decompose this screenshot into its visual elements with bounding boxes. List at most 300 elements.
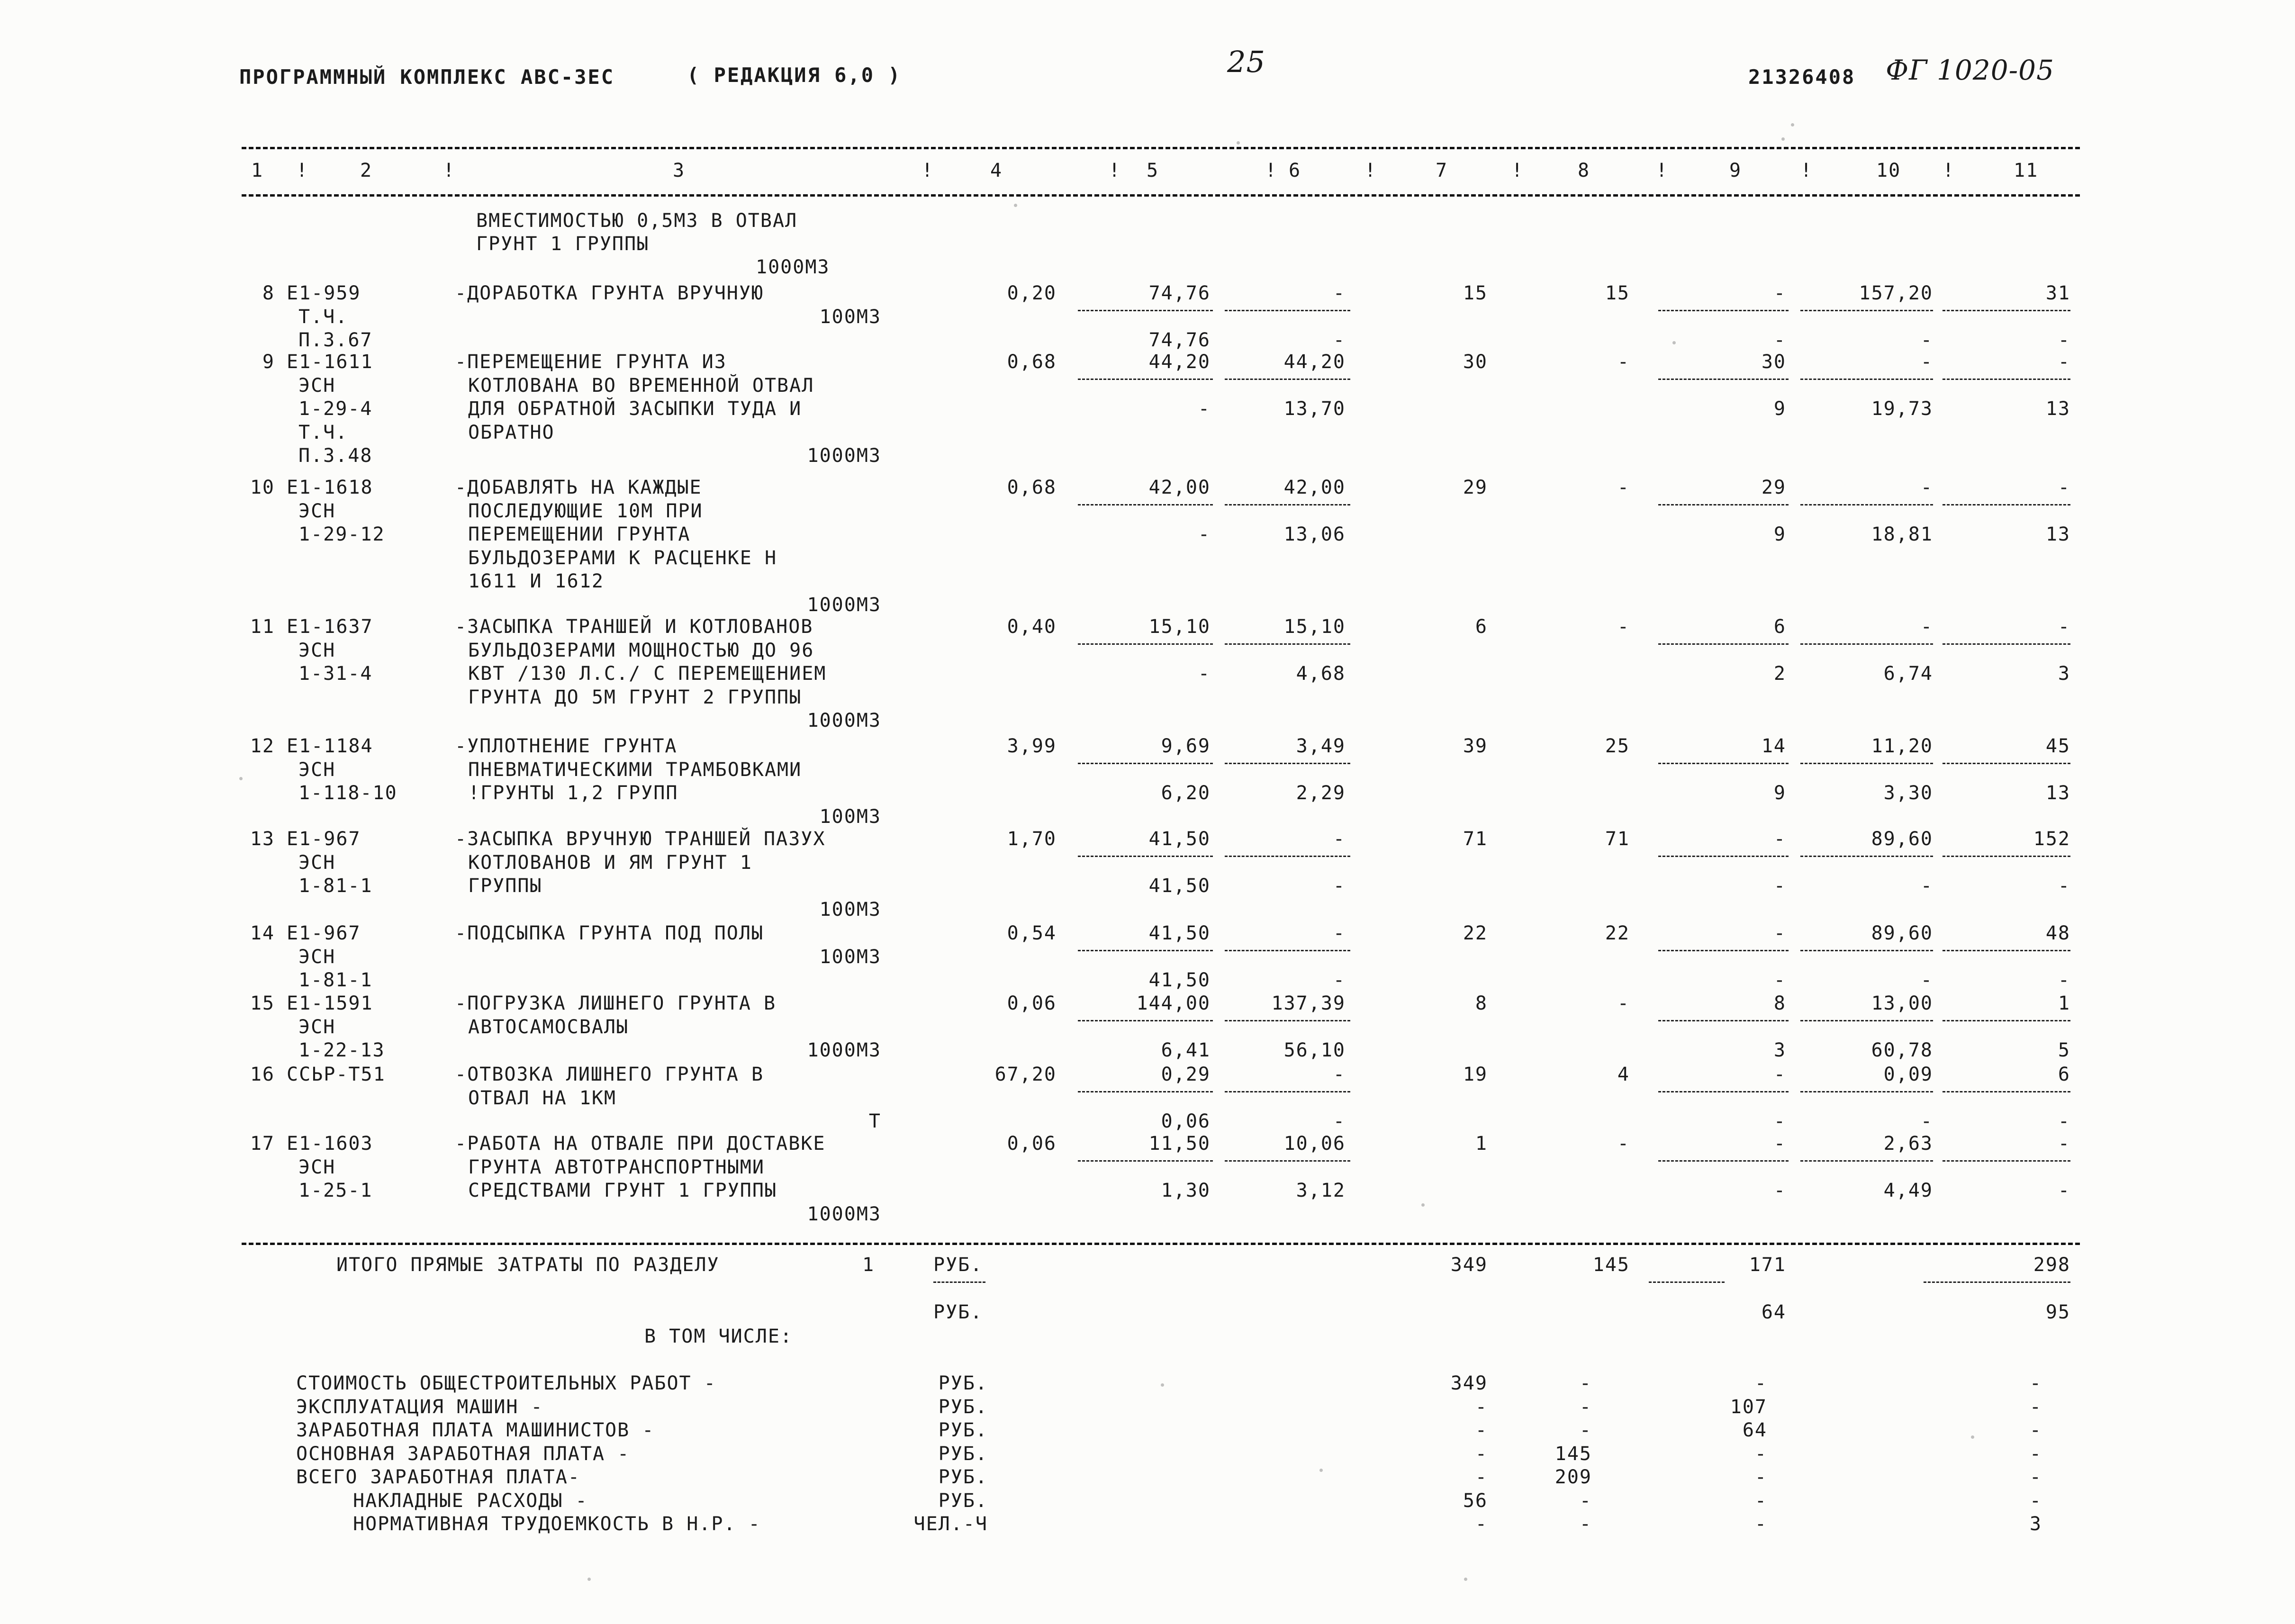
row-code: Т.Ч. <box>298 306 348 328</box>
row-code: ЭСН <box>298 851 336 874</box>
breakdown-c8: - <box>1579 1396 1592 1418</box>
row-unit: 1000МЗ <box>807 445 881 467</box>
header-bottom-rule <box>242 194 2080 197</box>
row-code: Е1-959 <box>287 282 361 304</box>
row-code: Е1-1611 <box>287 351 373 373</box>
column-separator: ! <box>1265 160 1278 181</box>
cell-c9-second: 9 <box>1773 398 1786 420</box>
cell-c10-second: - <box>1920 1110 1933 1132</box>
cell-c8: 4 <box>1617 1064 1630 1085</box>
cell-c6: - <box>1333 282 1346 304</box>
cell-divider <box>1225 379 1350 380</box>
total-divider <box>1649 1281 1725 1283</box>
cell-c6: 42,00 <box>1283 477 1346 498</box>
cell-c6: 10,06 <box>1283 1133 1346 1155</box>
row-description: -ПОДСЫПКА ГРУНТА ПОД ПОЛЫ <box>455 922 764 944</box>
cell-c4: 1,70 <box>1007 828 1057 850</box>
cell-c11: 48 <box>2045 922 2070 944</box>
cell-c5-second: - <box>1198 663 1211 685</box>
cell-c5: 41,50 <box>1148 828 1211 850</box>
row-code: ЭСН <box>298 758 336 781</box>
breakdown-c11: - <box>2029 1419 2042 1441</box>
cell-c9-second: 2 <box>1773 663 1786 685</box>
intro-unit: 1000МЗ <box>756 256 830 278</box>
handwritten-stamp: ФГ 1020-05 <box>1886 54 2054 86</box>
cell-c9: - <box>1773 1133 1786 1155</box>
cell-c5: 44,20 <box>1148 351 1211 373</box>
row-description: СРЕДСТВАМИ ГРУНТ 1 ГРУППЫ <box>468 1180 777 1201</box>
total-section: 1 <box>862 1254 875 1276</box>
cell-c5-second: 6,20 <box>1161 782 1211 804</box>
row-description: ПНЕВМАТИЧЕСКИМИ ТРАМБОВКАМИ <box>468 758 802 781</box>
cell-divider <box>1078 763 1213 764</box>
breakdown-c11: - <box>2029 1372 2042 1394</box>
scan-speck <box>1421 1203 1425 1207</box>
total-c9-second: 64 <box>1761 1301 1786 1323</box>
row-description: -ДОБАВЛЯТЬ НА КАЖДЫЕ <box>455 477 702 498</box>
row-unit: 100МЗ <box>819 946 881 968</box>
row-description: БУЛЬДОЗЕРАМИ К РАСЦЕНКЕ Н <box>468 547 777 569</box>
column-header-6: 6 <box>1289 160 1301 181</box>
cell-c4: 0,68 <box>1007 351 1057 373</box>
cell-divider <box>1658 856 1789 857</box>
cell-divider <box>1658 1020 1789 1021</box>
row-description: ДЛЯ ОБРАТНОЙ ЗАСЫПКИ ТУДА И <box>468 398 802 420</box>
cell-divider <box>1943 504 2070 505</box>
column-separator: ! <box>1364 160 1377 181</box>
total-c8: 145 <box>1592 1254 1630 1276</box>
breakdown-c9: 107 <box>1730 1396 1767 1418</box>
cell-c6-second: 56,10 <box>1283 1039 1346 1061</box>
cell-c8: - <box>1617 616 1630 638</box>
cell-c4: 0,54 <box>1007 922 1057 944</box>
cell-c11: 6 <box>2058 1064 2070 1085</box>
row-unit: 1000МЗ <box>807 710 881 731</box>
breakdown-label: СТОИМОСТЬ ОБЩЕСТРОИТЕЛЬНЫХ РАБОТ - <box>296 1372 716 1394</box>
cell-c5-second: 74,76 <box>1148 329 1211 351</box>
breakdown-c11: - <box>2029 1443 2042 1465</box>
cell-c4: 0,06 <box>1007 992 1057 1014</box>
cell-c8: - <box>1617 1133 1630 1155</box>
cell-c4: 0,06 <box>1007 1133 1057 1155</box>
cell-divider <box>1800 1160 1933 1162</box>
cell-c6-second: 13,70 <box>1283 398 1346 420</box>
cell-c6: 3,49 <box>1296 735 1346 757</box>
row-description: ОТВАЛ НА 1КМ <box>468 1087 616 1109</box>
cell-c10-second: 6,74 <box>1883 663 1933 685</box>
cell-c4: 0,20 <box>1007 282 1057 304</box>
breakdown-unit: РУБ. <box>938 1443 988 1465</box>
row-number: 17 <box>250 1133 275 1155</box>
breakdown-c8: - <box>1579 1372 1592 1394</box>
cell-divider <box>1800 763 1933 764</box>
breakdown-c7: - <box>1475 1396 1488 1418</box>
scan-speck <box>1319 1469 1323 1472</box>
cell-divider <box>1078 856 1213 857</box>
row-code: Е1-1184 <box>287 735 373 757</box>
row-code: П.3.67 <box>298 329 373 351</box>
cell-c5-second: 41,50 <box>1148 969 1211 991</box>
column-separator: ! <box>1943 160 1955 181</box>
intro-line: ГРУНТ 1 ГРУППЫ <box>476 233 650 255</box>
row-code: 1-81-1 <box>298 875 373 897</box>
row-code: Е1-967 <box>287 828 361 850</box>
cell-c6-second: - <box>1333 1110 1346 1132</box>
cell-c6: 137,39 <box>1271 992 1346 1014</box>
total-unit: РУБ. <box>933 1254 983 1276</box>
cell-c10: - <box>1920 477 1933 498</box>
cell-c11-second: - <box>2058 1180 2070 1201</box>
cell-c5: 42,00 <box>1148 477 1211 498</box>
breakdown-label: ВСЕГО ЗАРАБОТНАЯ ПЛАТА- <box>296 1466 580 1488</box>
total-c7: 349 <box>1450 1254 1488 1276</box>
cell-c11: - <box>2058 616 2070 638</box>
cell-c9: 30 <box>1761 351 1786 373</box>
cell-divider <box>1658 763 1789 764</box>
cell-c11-second: 13 <box>2045 398 2070 420</box>
column-header-3: 3 <box>673 160 686 181</box>
cell-c9: 14 <box>1761 735 1786 757</box>
cell-divider <box>1943 950 2070 951</box>
cell-c9: 29 <box>1761 477 1786 498</box>
cell-divider <box>1225 856 1350 857</box>
cell-divider <box>1658 504 1789 505</box>
cell-c11: 31 <box>2045 282 2070 304</box>
cell-c11-second: - <box>2058 969 2070 991</box>
cell-c9-second: - <box>1773 329 1786 351</box>
cell-c10: - <box>1920 616 1933 638</box>
cell-divider <box>1078 1020 1213 1021</box>
cell-divider <box>1943 1020 2070 1021</box>
cell-c5: 9,69 <box>1161 735 1211 757</box>
cell-c6-second: 13,06 <box>1283 523 1346 545</box>
breakdown-unit: РУБ. <box>938 1466 988 1488</box>
cell-c9-second: 3 <box>1773 1039 1786 1061</box>
total-divider <box>1924 1281 2070 1283</box>
cell-c10: 89,60 <box>1871 828 1933 850</box>
column-header-4: 4 <box>990 160 1003 181</box>
row-code: 1-29-4 <box>298 398 373 420</box>
column-separator: ! <box>296 160 309 181</box>
cell-c10-second: - <box>1920 969 1933 991</box>
row-number: 10 <box>250 477 275 498</box>
cell-c9-second: - <box>1773 969 1786 991</box>
row-number: 12 <box>250 735 275 757</box>
row-code: Е1-1637 <box>287 616 373 638</box>
cell-divider <box>1943 856 2070 857</box>
breakdown-c7: - <box>1475 1513 1488 1535</box>
row-code: 1-81-1 <box>298 969 373 991</box>
breakdown-label: ОСНОВНАЯ ЗАРАБОТНАЯ ПЛАТА - <box>296 1443 630 1465</box>
total-c9: 171 <box>1749 1254 1786 1276</box>
row-code: Т.Ч. <box>298 421 348 443</box>
cell-c5-second: - <box>1198 398 1211 420</box>
program-title: ПРОГРАММНЫЙ КОМПЛЕКС АВС-ЗЕС <box>239 65 615 89</box>
cell-c10-second: - <box>1920 875 1933 897</box>
cell-c8: 22 <box>1605 922 1630 944</box>
cell-divider <box>1800 643 1933 645</box>
row-unit: 1000МЗ <box>807 594 881 616</box>
row-code: ЭСН <box>298 1016 336 1038</box>
cell-c7: 29 <box>1463 477 1488 498</box>
breakdown-c8: - <box>1579 1489 1592 1512</box>
row-number: 11 <box>250 616 275 638</box>
cell-c9-second: - <box>1773 1110 1786 1132</box>
row-code: ЭСН <box>298 1156 336 1178</box>
row-description: КОТЛОВАНА ВО ВРЕМЕННОЙ ОТВАЛ <box>468 374 814 397</box>
breakdown-label: НАКЛАДНЫЕ РАСХОДЫ - <box>353 1489 588 1512</box>
row-description: -ПОГРУЗКА ЛИШНЕГО ГРУНТА В <box>455 992 777 1014</box>
cell-c5-second: 6,41 <box>1161 1039 1211 1061</box>
column-header-2: 2 <box>360 160 373 181</box>
cell-c11-second: - <box>2058 875 2070 897</box>
cell-c7: 30 <box>1463 351 1488 373</box>
cell-c10-second: - <box>1920 329 1933 351</box>
cell-c10-second: 4,49 <box>1883 1180 1933 1201</box>
row-code: Е1-967 <box>287 922 361 944</box>
cell-divider <box>1225 950 1350 951</box>
row-number: 8 <box>262 282 275 304</box>
cell-divider <box>1800 379 1933 380</box>
cell-c7: 71 <box>1463 828 1488 850</box>
cell-divider <box>1800 1020 1933 1021</box>
total-c11: 298 <box>2033 1254 2070 1276</box>
cell-divider <box>1225 1091 1350 1092</box>
breakdown-c9: - <box>1754 1513 1767 1535</box>
cell-c10: 157,20 <box>1859 282 1933 304</box>
column-separator: ! <box>1109 160 1121 181</box>
row-description: -ОТВОЗКА ЛИШНЕГО ГРУНТА В <box>455 1064 764 1085</box>
breakdown-unit: РУБ. <box>938 1396 988 1418</box>
cell-c6: - <box>1333 828 1346 850</box>
cell-c5: 11,50 <box>1148 1133 1211 1155</box>
row-unit: 100МЗ <box>819 898 881 920</box>
cell-c5: 144,00 <box>1136 992 1211 1014</box>
row-description: -ПЕРЕМЕЩЕНИЕ ГРУНТА ИЗ <box>455 351 727 373</box>
row-description: ГРУНТА АВТОТРАНСПОРТНЫМИ <box>468 1156 765 1178</box>
scan-speck <box>1237 141 1240 144</box>
cell-c8: - <box>1617 351 1630 373</box>
cell-divider <box>1225 763 1350 764</box>
cell-divider <box>1225 504 1350 505</box>
breakdown-c9: - <box>1754 1489 1767 1512</box>
cell-c6-second: - <box>1333 329 1346 351</box>
cell-c6-second: 2,29 <box>1296 782 1346 804</box>
scan-speck <box>1971 1435 1974 1439</box>
breakdown-c8: - <box>1579 1419 1592 1441</box>
scan-speck <box>587 1578 591 1581</box>
cell-c9: 8 <box>1773 992 1786 1014</box>
row-code: 1-29-12 <box>298 523 385 545</box>
row-code: Е1-1618 <box>287 477 373 498</box>
cell-c8: 15 <box>1605 282 1630 304</box>
cell-c6-second: - <box>1333 875 1346 897</box>
breakdown-label: ЗАРАБОТНАЯ ПЛАТА МАШИНИСТОВ - <box>296 1419 655 1441</box>
row-description: ПЕРЕМЕЩЕНИИ ГРУНТА <box>468 523 691 545</box>
row-code: 1-22-13 <box>298 1039 385 1061</box>
cell-c10: 13,00 <box>1871 992 1933 1014</box>
cell-c5-second: 41,50 <box>1148 875 1211 897</box>
cell-c7: 19 <box>1463 1064 1488 1085</box>
breakdown-c11: - <box>2029 1466 2042 1488</box>
breakdown-c7: 349 <box>1450 1372 1488 1394</box>
cell-c7: 6 <box>1475 616 1488 638</box>
row-code: ССЬР-Т51 <box>287 1064 386 1085</box>
cell-divider <box>1078 643 1213 645</box>
cell-divider <box>1078 504 1213 505</box>
edition-label: ( РЕДАКЦИЯ 6,0 ) <box>687 63 902 87</box>
row-number: 16 <box>250 1064 275 1085</box>
cell-c7: 8 <box>1475 992 1488 1014</box>
row-code: 1-25-1 <box>298 1180 373 1201</box>
cell-c7: 1 <box>1475 1133 1488 1155</box>
column-header-1: 1 <box>251 160 264 181</box>
row-code: ЭСН <box>298 639 336 661</box>
row-code: ЭСН <box>298 500 336 522</box>
breakdown-c7: - <box>1475 1466 1488 1488</box>
column-separator: ! <box>1511 160 1524 181</box>
cell-divider <box>1078 379 1213 380</box>
cell-c9: 6 <box>1773 616 1786 638</box>
scan-speck <box>1014 204 1017 207</box>
cell-divider <box>1800 1091 1933 1092</box>
column-separator: ! <box>443 160 456 181</box>
scan-speck <box>1672 341 1676 344</box>
breakdown-unit: РУБ. <box>938 1419 988 1441</box>
cell-divider <box>1800 950 1933 951</box>
row-description: !ГРУНТЫ 1,2 ГРУПП <box>468 782 678 804</box>
column-separator: ! <box>922 160 934 181</box>
cell-c5-second: - <box>1198 523 1211 545</box>
breakdown-c9: - <box>1754 1466 1767 1488</box>
breakdown-c9: 64 <box>1742 1419 1767 1441</box>
row-code: 1-118-10 <box>298 782 398 804</box>
cell-c6: 15,10 <box>1283 616 1346 638</box>
cell-divider <box>1800 310 1933 311</box>
breakdown-c11: 3 <box>2029 1513 2042 1535</box>
cell-c11: 1 <box>2058 992 2070 1014</box>
row-code: Е1-1591 <box>287 992 373 1014</box>
cell-c6: 44,20 <box>1283 351 1346 373</box>
cell-c11-second: 13 <box>2045 782 2070 804</box>
cell-divider <box>1800 856 1933 857</box>
row-code: ЭСН <box>298 374 336 397</box>
row-description: -УПЛОТНЕНИЕ ГРУНТА <box>455 735 678 757</box>
cell-c7: 22 <box>1463 922 1488 944</box>
row-description: ГРУППЫ <box>468 875 542 897</box>
cell-divider <box>1658 643 1789 645</box>
cell-divider <box>1658 310 1789 311</box>
cell-c10-second: 3,30 <box>1883 782 1933 804</box>
cell-c10: 11,20 <box>1871 735 1933 757</box>
cell-c9-second: - <box>1773 875 1786 897</box>
column-header-5: 5 <box>1147 160 1159 181</box>
cell-c7: 15 <box>1463 282 1488 304</box>
cell-divider <box>1658 1160 1789 1162</box>
cell-c6-second: 4,68 <box>1296 663 1346 685</box>
cell-c10-second: 18,81 <box>1871 523 1933 545</box>
cell-divider <box>1078 950 1213 951</box>
cell-divider <box>1078 1160 1213 1162</box>
cell-divider <box>1658 950 1789 951</box>
row-description: ПОСЛЕДУЮЩИЕ 10М ПРИ <box>468 500 703 522</box>
row-number: 9 <box>262 351 275 373</box>
cell-divider <box>1943 1091 2070 1092</box>
cell-c10: - <box>1920 351 1933 373</box>
breakdown-c8: - <box>1579 1513 1592 1535</box>
cell-c11-second: 5 <box>2058 1039 2070 1061</box>
cell-c11-second: - <box>2058 329 2070 351</box>
cell-c5-second: 0,06 <box>1161 1110 1211 1132</box>
breakdown-unit: РУБ. <box>938 1489 988 1512</box>
intro-line: ВМЕСТИМОСТЬЮ 0,5МЗ В ОТВАЛ <box>476 210 798 232</box>
cell-c10: 0,09 <box>1883 1064 1933 1085</box>
cell-c4: 0,40 <box>1007 616 1057 638</box>
cell-c8: 25 <box>1605 735 1630 757</box>
cell-divider <box>1800 504 1933 505</box>
row-description: -РАБОТА НА ОТВАЛЕ ПРИ ДОСТАВКЕ <box>455 1133 826 1155</box>
cell-divider <box>1078 1091 1213 1092</box>
cell-c11-second: 13 <box>2045 523 2070 545</box>
row-description: -ЗАСЫПКА ТРАНШЕЙ И КОТЛОВАНОВ <box>455 616 813 638</box>
cell-c4: 67,20 <box>994 1064 1057 1085</box>
cell-c6-second: - <box>1333 969 1346 991</box>
cell-c10-second: 60,78 <box>1871 1039 1933 1061</box>
cell-divider <box>1225 643 1350 645</box>
row-description: ГРУНТА ДО 5М ГРУНТ 2 ГРУППЫ <box>468 686 802 708</box>
cell-c5: 0,29 <box>1161 1064 1211 1085</box>
cell-divider <box>1943 643 2070 645</box>
row-unit: 100МЗ <box>819 805 881 828</box>
cell-c9: - <box>1773 1064 1786 1085</box>
column-header-10: 10 <box>1876 160 1901 181</box>
unit-divider <box>933 1281 985 1283</box>
cell-c5: 74,76 <box>1148 282 1211 304</box>
column-header-11: 11 <box>2014 160 2039 181</box>
row-description: 1611 И 1612 <box>468 570 604 592</box>
table-top-rule <box>242 147 2080 149</box>
row-unit: 100МЗ <box>819 306 881 328</box>
row-unit: 1000МЗ <box>807 1039 881 1061</box>
cell-c5-second: 1,30 <box>1161 1180 1211 1201</box>
cell-divider <box>1658 1091 1789 1092</box>
row-code: Е1-1603 <box>287 1133 373 1155</box>
column-header-9: 9 <box>1729 160 1742 181</box>
total-unit-second: РУБ. <box>933 1301 983 1323</box>
cell-c8: 71 <box>1605 828 1630 850</box>
row-description: -ЗАСЫПКА ВРУЧНУЮ ТРАНШЕЙ ПАЗУХ <box>455 828 826 850</box>
cell-c9-second: 9 <box>1773 782 1786 804</box>
cell-c6-second: 3,12 <box>1296 1180 1346 1201</box>
column-header-8: 8 <box>1578 160 1590 181</box>
row-description: ОБРАТНО <box>468 421 555 443</box>
breakdown-unit: РУБ. <box>938 1372 988 1394</box>
cell-c9-second: 9 <box>1773 523 1786 545</box>
cell-c9: - <box>1773 282 1786 304</box>
scan-speck <box>1161 1383 1164 1387</box>
cell-divider <box>1943 310 2070 311</box>
cell-c9: - <box>1773 922 1786 944</box>
scan-speck <box>239 777 243 780</box>
total-top-rule <box>242 1243 2080 1245</box>
breakdown-c8: 145 <box>1554 1443 1592 1465</box>
row-unit: Т <box>868 1110 881 1132</box>
row-number: 15 <box>250 992 275 1014</box>
cell-c5: 41,50 <box>1148 922 1211 944</box>
cell-divider <box>1225 310 1350 311</box>
cell-c8: - <box>1617 477 1630 498</box>
cell-c11: - <box>2058 1133 2070 1155</box>
